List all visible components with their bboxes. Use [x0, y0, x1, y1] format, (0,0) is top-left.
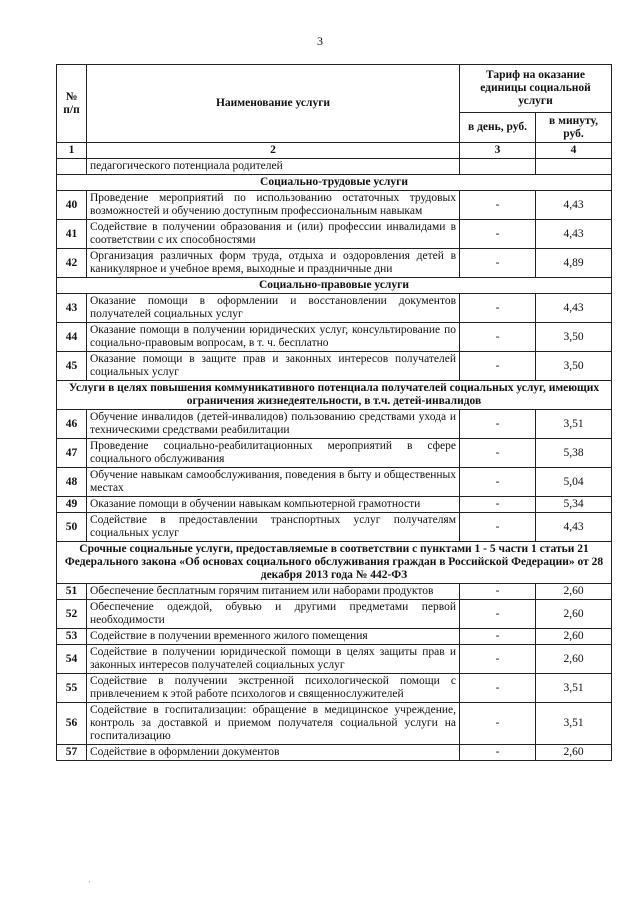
tariff-per-minute: 3,50 — [536, 323, 612, 352]
tariff-per-day: - — [460, 352, 536, 381]
service-number: 41 — [57, 220, 87, 249]
tariff-per-minute: 3,51 — [536, 674, 612, 703]
service-row — [57, 674, 612, 703]
service-name: Содействие в предоставлении транспортных услуг получателям социальных услуг — [87, 513, 460, 542]
tariff-per-day: - — [460, 629, 536, 645]
tariff-per-day: - — [460, 674, 536, 703]
service-name: Содействие в получении экстренной психологической помощи с привлечением к этой работе психологов и священнослужителей — [87, 674, 460, 703]
tariff-per-day: - — [460, 513, 536, 542]
tariffs-table — [56, 64, 612, 761]
index-cell: 4 — [536, 143, 612, 159]
tariff-per-day: - — [460, 468, 536, 497]
service-number: 48 — [57, 468, 87, 497]
service-number: 55 — [57, 674, 87, 703]
service-row — [57, 645, 612, 674]
service-name: Оказание помощи в обучении навыкам компьютерной грамотности — [87, 497, 460, 513]
service-row — [57, 352, 612, 381]
tariff-per-minute: 4,43 — [536, 294, 612, 323]
service-row — [57, 584, 612, 600]
tariff-per-minute: 2,60 — [536, 600, 612, 629]
tariff-per-minute: 4,43 — [536, 513, 612, 542]
tariff-per-minute: 3,51 — [536, 410, 612, 439]
section-title: Услуги в целях повышения коммуникативного потенциала получателей социальных услуг, имеющих ограничения жизнедеятельности, в т.ч. детей-инвалидов — [57, 381, 612, 410]
service-number: 46 — [57, 410, 87, 439]
tariff-per-minute: 2,60 — [536, 745, 612, 761]
num-column-header: № п/п — [57, 65, 87, 143]
service-number: 45 — [57, 352, 87, 381]
service-row — [57, 439, 612, 468]
scan-dot: · — [88, 878, 91, 887]
per-day-header: в день, руб. — [460, 113, 536, 143]
service-row — [57, 294, 612, 323]
service-row — [57, 410, 612, 439]
service-row — [57, 513, 612, 542]
tariff-per-day: - — [460, 410, 536, 439]
tariff-per-day: - — [460, 220, 536, 249]
service-number: 40 — [57, 191, 87, 220]
tariff-per-minute: 4,89 — [536, 249, 612, 278]
service-number: 53 — [57, 629, 87, 645]
tariff-per-minute: 4,43 — [536, 220, 612, 249]
column-index-row — [57, 143, 612, 159]
tariff-per-day: - — [460, 249, 536, 278]
service-number: 47 — [57, 439, 87, 468]
service-name: Проведение мероприятий по использованию остаточных трудовых возможностей и обучению доступным профессиональным навыкам — [87, 191, 460, 220]
service-row — [57, 220, 612, 249]
service-number: 51 — [57, 584, 87, 600]
tariff-per-minute: 5,04 — [536, 468, 612, 497]
tariff-per-day: - — [460, 703, 536, 745]
service-number: 57 — [57, 745, 87, 761]
service-number: 56 — [57, 703, 87, 745]
service-name: Содействие в получении временного жилого помещения — [87, 629, 460, 645]
tariff-per-day: - — [460, 745, 536, 761]
tariff-per-minute: 4,43 — [536, 191, 612, 220]
index-cell: 1 — [57, 143, 87, 159]
tariff-per-minute: 5,38 — [536, 439, 612, 468]
service-name: Обеспечение бесплатным горячим питанием или наборами продуктов — [87, 584, 460, 600]
service-name: Оказание помощи в защите прав и законных интересов получателей социальных услуг — [87, 352, 460, 381]
per-minute-header: в минуту, руб. — [536, 113, 612, 143]
tariff-per-minute: 3,50 — [536, 352, 612, 381]
tariff-per-minute: 2,60 — [536, 629, 612, 645]
tariff-per-day: - — [460, 191, 536, 220]
service-row — [57, 468, 612, 497]
section-title: Социально-трудовые услуги — [57, 175, 612, 191]
tariff-per-day: - — [460, 439, 536, 468]
tariff-per-minute: 2,60 — [536, 584, 612, 600]
service-number: 52 — [57, 600, 87, 629]
service-row — [57, 629, 612, 645]
service-row — [57, 249, 612, 278]
section-header-row — [57, 175, 612, 191]
tariff-per-day: - — [460, 497, 536, 513]
tariff-per-minute: 2,60 — [536, 645, 612, 674]
name-column-header: Наименование услуги — [87, 65, 460, 143]
page-number: 3 — [317, 34, 323, 48]
tariff-per-day: - — [460, 294, 536, 323]
section-header-row — [57, 381, 612, 410]
section-header-row — [57, 542, 612, 584]
service-name: Содействие в госпитализации: обращение в медицинское учреждение, контроль за доставкой и приемом получателя социальной услуги на госпитализацию — [87, 703, 460, 745]
service-number: 50 — [57, 513, 87, 542]
tariff-per-minute: 3,51 — [536, 703, 612, 745]
tariff-per-day: - — [460, 323, 536, 352]
service-number: 44 — [57, 323, 87, 352]
service-number: 49 — [57, 497, 87, 513]
service-name: Организация различных форм труда, отдыха и оздоровления детей в каникулярное и учебное время, выходные и праздничные дни — [87, 249, 460, 278]
tariff-per-day: - — [460, 584, 536, 600]
continuation-text: педагогического потенциала родителей — [87, 159, 460, 175]
index-cell: 2 — [87, 143, 460, 159]
service-row — [57, 323, 612, 352]
tariff-per-day: - — [460, 645, 536, 674]
service-number: 43 — [57, 294, 87, 323]
service-number: 54 — [57, 645, 87, 674]
service-name: Содействие в получении образования и (или) профессии инвалидами в соответствии с их способностями — [87, 220, 460, 249]
tariff-per-minute: 5,34 — [536, 497, 612, 513]
service-name: Обучение инвалидов (детей-инвалидов) пользованию средствами ухода и техническими средствами реабилитации — [87, 410, 460, 439]
service-row — [57, 497, 612, 513]
tariff-per-day: - — [460, 600, 536, 629]
service-row — [57, 600, 612, 629]
service-name: Оказание помощи в получении юридических услуг, консультирование по социально-правовым вопросам, в т. ч. бесплатно — [87, 323, 460, 352]
index-cell: 3 — [460, 143, 536, 159]
service-name: Проведение социально-реабилитационных мероприятий в сфере социального обслуживания — [87, 439, 460, 468]
tariff-column-header: Тариф на оказание единицы социальной услуги — [460, 65, 612, 113]
service-name: Обучение навыкам самообслуживания, поведения в быту и общественных местах — [87, 468, 460, 497]
service-name: Оказание помощи в оформлении и восстановлении документов получателей социальных услуг — [87, 294, 460, 323]
service-row — [57, 191, 612, 220]
service-name: Содействие в получении юридической помощи в целях защиты прав и законных интересов получателей социальных услуг — [87, 645, 460, 674]
section-header-row — [57, 278, 612, 294]
section-title: Социально-правовые услуги — [57, 278, 612, 294]
section-title: Срочные социальные услуги, предоставляемые в соответствии с пунктами 1 - 5 части 1 статьи 21 Федерального закона «Об основах социального обслуживания граждан в Российской Федерации» от 28 декабря 2013 года № 442-ФЗ — [57, 542, 612, 584]
service-name: Содействие в оформлении документов — [87, 745, 460, 761]
service-row — [57, 703, 612, 745]
service-row — [57, 745, 612, 761]
service-name: Обеспечение одеждой, обувью и другими предметами первой необходимости — [87, 600, 460, 629]
continuation-row — [57, 159, 612, 175]
service-number: 42 — [57, 249, 87, 278]
